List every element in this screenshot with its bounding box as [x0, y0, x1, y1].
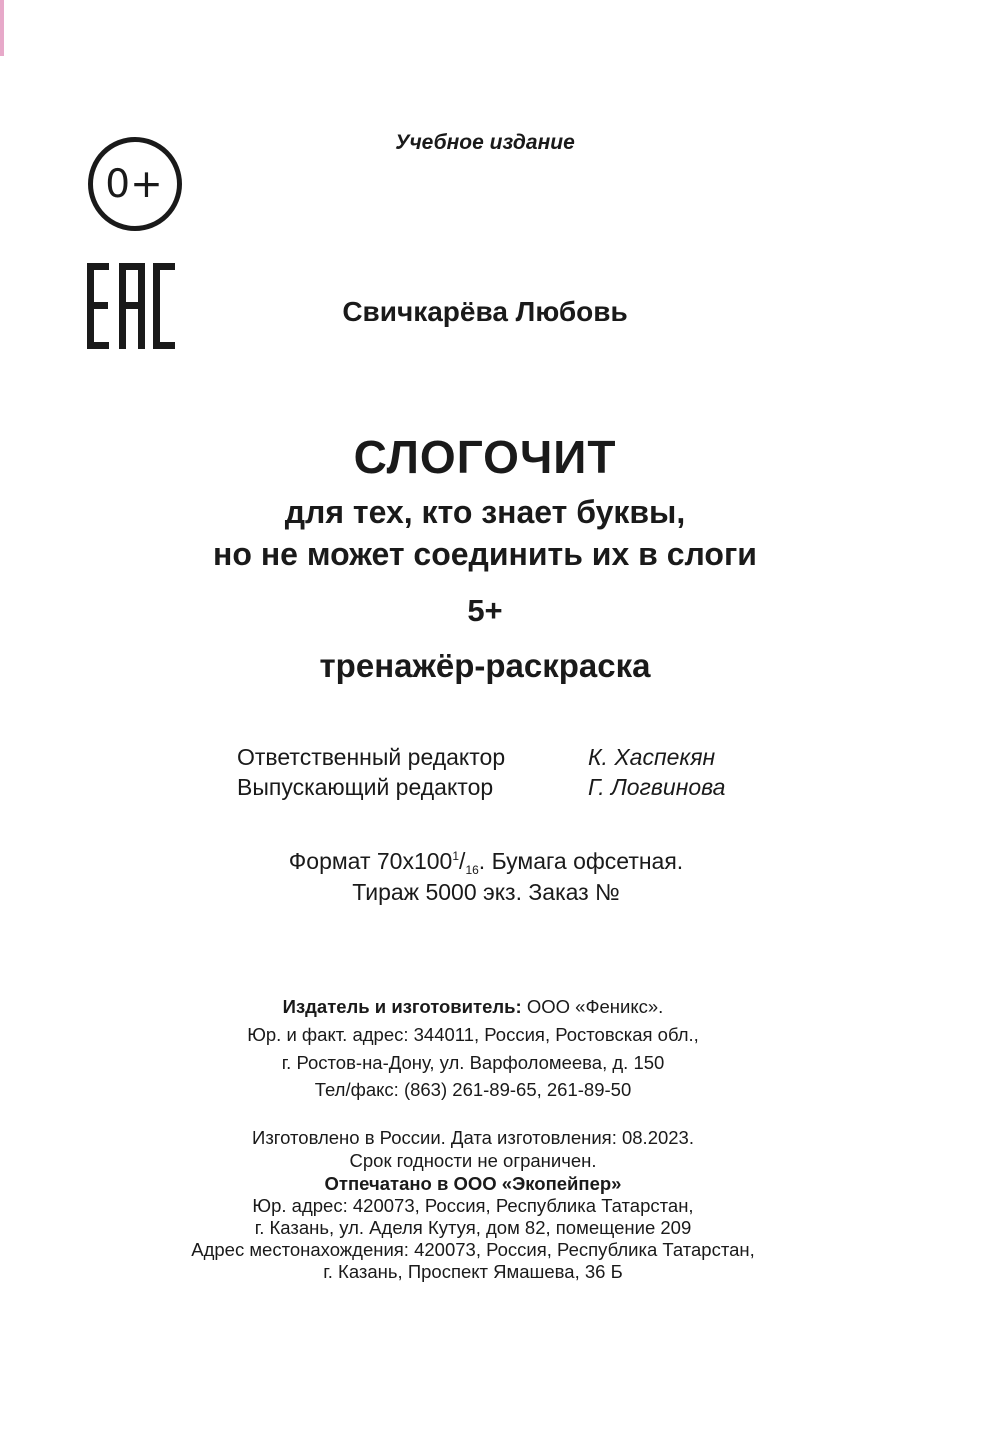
printer-location-line-1: Адрес местонахождения: 420073, Россия, Республика Татарстан, — [191, 1239, 755, 1260]
publisher-name: ООО «Феникс». — [521, 996, 664, 1017]
shelf-life: Срок годности не ограничен. — [349, 1150, 597, 1171]
age-recommendation: 5+ — [467, 593, 503, 628]
editor-name-responsible: К. Хаспекян — [588, 744, 716, 770]
format-info — [0, 848, 972, 875]
page-edge-marker — [0, 0, 4, 56]
printed-by — [0, 1173, 946, 1195]
format-fraction-separator: / — [459, 848, 466, 874]
book-title: СЛОГОЧИТ — [353, 431, 617, 483]
publisher-label: Издатель и изготовитель: — [282, 996, 522, 1017]
editor-name-release: Г. Логвинова — [588, 774, 726, 800]
format-fraction-denominator: 16 — [465, 863, 479, 877]
printer-location-line-2: г. Казань, Проспект Ямашева, 36 Б — [323, 1261, 623, 1282]
format-fraction-numerator: 1 — [452, 849, 460, 863]
edition-type: Учебное издание — [395, 131, 575, 154]
subtitle-line-1: для тех, кто знает буквы, — [284, 494, 686, 530]
book-genre: тренажёр-раскраска — [319, 647, 651, 684]
publisher-phone: Тел/факс: (863) 261-89-65, 261-89-50 — [314, 1079, 632, 1100]
publisher-line — [0, 996, 946, 1018]
format-suffix: . Бумага офсетная. — [478, 848, 684, 874]
format-prefix: Формат 70х100 — [288, 848, 453, 874]
made-in: Изготовлено в России. Дата изготовления: 08.2023. — [252, 1127, 694, 1148]
printed-by-text: Отпечатано в ООО «Экопейпер» — [324, 1173, 622, 1194]
printer-legal-address-line-1: Юр. адрес: 420073, Россия, Республика Татарстан, — [252, 1195, 694, 1216]
author-name: Свичкарёва Любовь — [342, 296, 628, 327]
printer-legal-address-line-2: г. Казань, ул. Аделя Кутуя, дом 82, помещение 209 — [254, 1217, 692, 1238]
subtitle-line-2: но не может соединить их в слоги — [213, 536, 757, 572]
publisher-address-line-1: Юр. и факт. адрес: 344011, Россия, Ростовская обл., — [247, 1024, 699, 1045]
editor-role-release: Выпускающий редактор — [237, 774, 494, 800]
print-run: Тираж 5000 экз. Заказ № — [352, 879, 620, 905]
publisher-address-line-2: г. Ростов-на-Дону, ул. Варфоломеева, д. 150 — [281, 1052, 665, 1073]
editor-role-responsible: Ответственный редактор — [237, 744, 506, 770]
age-rating-text: 0+ — [105, 162, 163, 207]
